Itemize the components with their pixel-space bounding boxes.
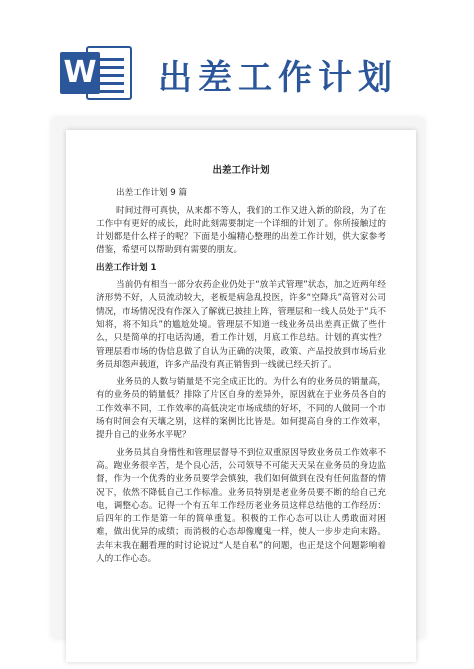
word-document-icon [60,44,134,102]
body-paragraph: 业务员其自身惰性和管理层督导不到位双重原因导致业务员工作效率不高。跑业务很辛苦，是个良心活，公司领导不可能天天呆在业务员的身边监督，作为一个优秀的业务员要学会慎独，我们如何做到在没有任何监督的情况下，依然不降低自己工作标准。业务员特别是老业务员要不断的给自己充电，调整心态。记得一个有五年工作经历老业务员这样总结他的工作经历：后四年的工作是第一年的简单重复。积极的工作心态可以让人勇敢面对困难，做出优异的成绩；而消极的心态却像魔鬼一样，使人一步步走向末路。去年末我在翻看理的时讨论说过“人是自私”的问题，也正是这个问题影响着人的工作心态。 [96,447,386,565]
document-page [66,130,416,662]
page-title: 出差工作计划 [158,58,398,98]
body-paragraph: 业务员的人数与销量是不完全成正比的。为什么有的业务员的销量高，有的业务员的销量低？排除了片区自身的差异外，原因就在于业务员各自的工作效率不同，工作效率的高低决定市场成绩的好坏，不同的人做同一个市场有时间会有天壤之别，这样的案例比比皆是。如何提高自身的工作效率，提升自己的业务水平呢？ [96,377,386,441]
section-heading: 出差工作计划 1 [96,262,157,273]
word-logo-letter: W [60,52,100,94]
document-subtitle: 出差工作计划 9 篇 [116,188,188,199]
body-paragraph: 当前仍有相当一部分农药企业仍处于“放羊式管理”状态，加之近两年经济形势不好，人员流动较大，老板是病急乱投医，许多“空降兵”高管对公司情况，市场情况没有作深入了解就已披挂上阵，管理层和一线人员处于“兵不知将，将不知兵”的尴尬处境。管理层不知道一线业务员出差真正做了些什么，只是简单的打电话沟通，看工作计划，月底工作总结。计划的真实性？管理层看市场的伪信息做了自认为正确的决策，政策、产品投放到市场后业务员却怨声载道，许多产品没有真正销售到一线就已经夭折了。 [96,280,386,370]
intro-paragraph: 时间过得可真快，从来都不等人，我们的工作又进入新的阶段，为了在工作中有更好的成长，此时此刻需要制定一个详细的计划了。你所接触过的计划都是什么样子的呢？下面是小编精心整理的出差工作计划，供大家参考借鉴，希望可以帮助到有需要的朋友。 [96,205,386,256]
document-title: 出差工作计划 [212,165,270,176]
header-banner [0,0,474,120]
